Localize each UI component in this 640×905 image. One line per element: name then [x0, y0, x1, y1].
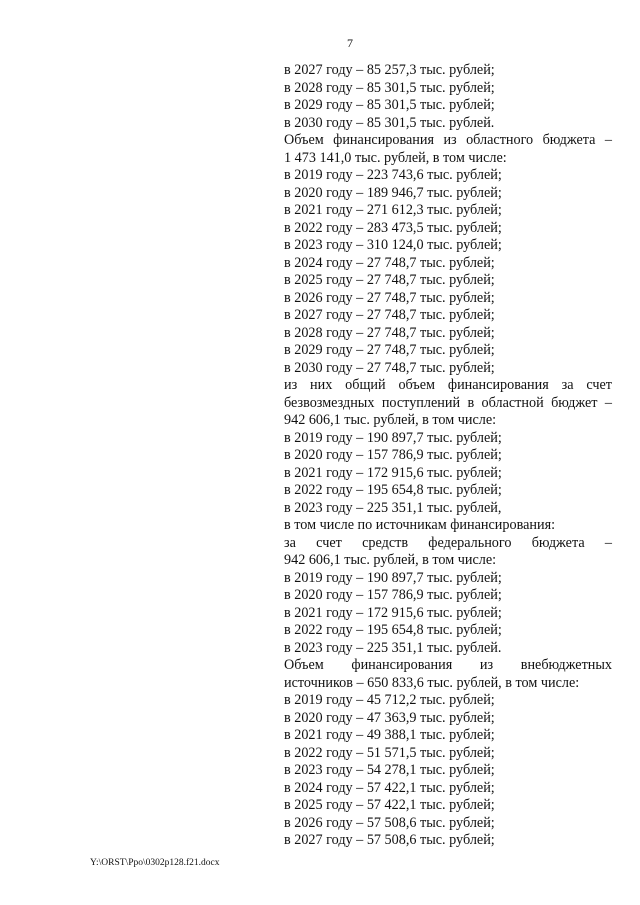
text-line: в 2029 году – 85 301,5 тыс. рублей; [284, 97, 495, 113]
text-line: в 2030 году – 85 301,5 тыс. рублей. [284, 114, 495, 131]
text-line: из них общий объем финансирования за счет [284, 377, 612, 393]
text-line: в 2019 году – 190 897,7 тыс. рублей; [284, 569, 502, 586]
text-line: в 2019 году – 45 712,2 тыс. рублей; [284, 692, 495, 708]
text-line: безвозмездных поступлений в областной бюджет – [284, 394, 612, 411]
text-line: в 2024 году – 27 748,7 тыс. рублей; [284, 254, 495, 271]
text-line: за счет средств федерального бюджета – [284, 534, 612, 551]
text-line: в 2028 году – 27 748,7 тыс. рублей; [284, 324, 495, 341]
text-line: в 2023 году – 225 351,1 тыс. рублей, [284, 499, 502, 516]
file-path-footer: Y:\ORST\Ppo\0302p128.f21.docx [90, 858, 220, 868]
text-line: источников – 650 833,6 тыс. рублей, в том числе: [284, 674, 580, 691]
text-line: 942 606,1 тыс. рублей, в том числе: [284, 412, 497, 428]
text-line: в 2021 году – 271 612,3 тыс. рублей; [284, 202, 502, 218]
text-line: в 2020 году – 189 946,7 тыс. рублей; [284, 184, 502, 201]
text-line: в 2019 году – 223 743,6 тыс. рублей; [284, 167, 502, 183]
text-line: в 2026 году – 27 748,7 тыс. рублей; [284, 289, 495, 306]
text-line: в 2019 году – 190 897,7 тыс. рублей; [284, 429, 502, 446]
page-number: 7 [347, 36, 353, 50]
text-line: в 2026 году – 57 508,6 тыс. рублей; [284, 814, 495, 831]
text-line: в 2022 году – 283 473,5 тыс. рублей; [284, 219, 502, 236]
text-line: в 2027 году – 85 257,3 тыс. рублей; [284, 62, 495, 78]
text-line: в 2023 году – 225 351,1 тыс. рублей. [284, 639, 502, 656]
text-line: в 2023 году – 54 278,1 тыс. рублей; [284, 762, 495, 778]
text-line: в 2022 году – 195 654,8 тыс. рублей; [284, 622, 502, 638]
text-line: Объем финансирования из областного бюджета – [284, 132, 612, 148]
text-line: в 2028 году – 85 301,5 тыс. рублей; [284, 79, 495, 96]
text-line: в 2022 году – 51 571,5 тыс. рублей; [284, 744, 495, 761]
text-line: в 2027 году – 27 748,7 тыс. рублей; [284, 307, 495, 323]
text-line: в 2030 году – 27 748,7 тыс. рублей; [284, 359, 495, 376]
text-line: в 2023 году – 310 124,0 тыс. рублей; [284, 237, 502, 253]
text-line: в 2025 году – 27 748,7 тыс. рублей; [284, 272, 495, 288]
text-line: в 2021 году – 172 915,6 тыс. рублей; [284, 604, 502, 621]
text-line: в 2022 году – 195 654,8 тыс. рублей; [284, 482, 502, 498]
text-line: в 2020 году – 157 786,9 тыс. рублей; [284, 587, 502, 603]
text-line: в 2024 году – 57 422,1 тыс. рублей; [284, 779, 495, 796]
text-line: в 2027 году – 57 508,6 тыс. рублей; [284, 832, 495, 848]
text-line: 942 606,1 тыс. рублей, в том числе: [284, 552, 497, 568]
text-line: в 2025 году – 57 422,1 тыс. рублей; [284, 797, 495, 813]
text-line: в том числе по источникам финансирования: [284, 517, 556, 533]
text-line: в 2020 году – 47 363,9 тыс. рублей; [284, 709, 495, 726]
text-line: в 2021 году – 49 388,1 тыс. рублей; [284, 727, 495, 743]
text-line: в 2021 году – 172 915,6 тыс. рублей; [284, 464, 502, 481]
text-line: Объем финансирования из внебюджетных [284, 657, 612, 673]
text-line: в 2029 году – 27 748,7 тыс. рублей; [284, 342, 495, 358]
document-body [284, 62, 612, 850]
text-line: 1 473 141,0 тыс. рублей, в том числе: [284, 149, 507, 166]
text-line: в 2020 году – 157 786,9 тыс. рублей; [284, 447, 502, 463]
